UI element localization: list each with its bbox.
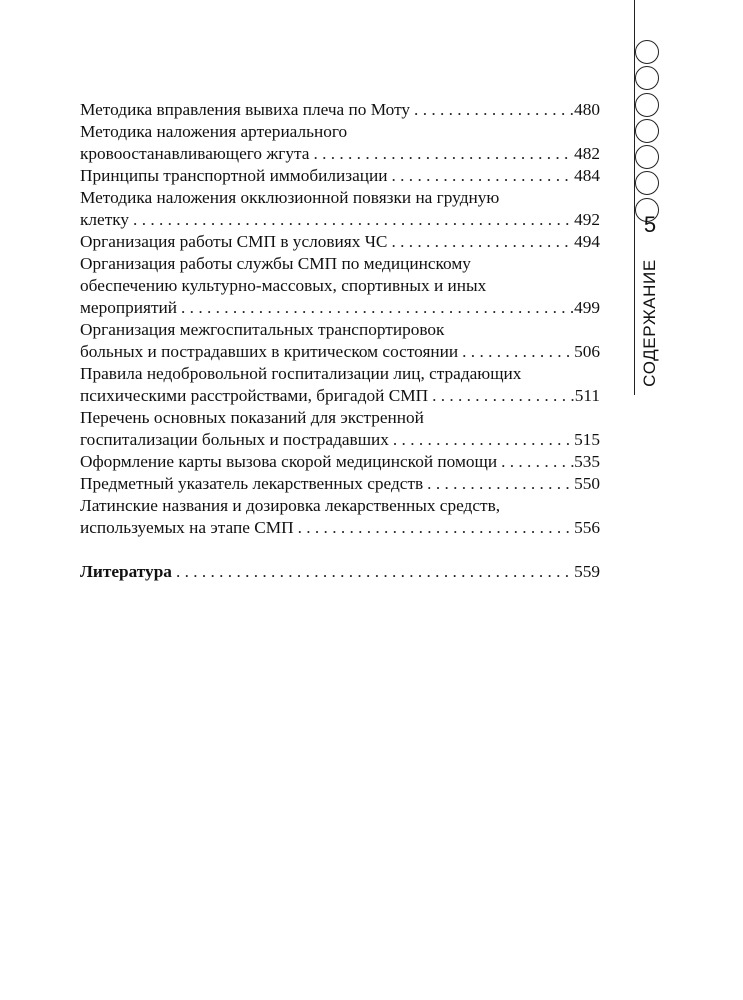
toc-entry-line: Латинские названия и дозировка лекарственных средств, (80, 496, 501, 515)
toc-entry-last-line (80, 385, 600, 407)
toc-entry[interactable] (80, 99, 600, 121)
toc-entry-line: Организация работы службы СМП по медицинскому (80, 254, 471, 273)
toc-entry-last-line (80, 473, 600, 495)
dot-leader (294, 517, 574, 539)
dot-leader (172, 561, 574, 583)
toc-entry-line: Организация межгоспитальных транспортировок (80, 320, 445, 339)
toc-entry-title: Оформление карты вызова скорой медицинской помощи (80, 452, 498, 471)
toc-entry[interactable] (80, 121, 600, 165)
toc-entry-last-line (80, 297, 600, 319)
toc-entry[interactable] (80, 231, 600, 253)
toc-entry[interactable] (80, 451, 600, 473)
toc-entry-title: используемых на этапе СМП (80, 518, 294, 537)
page-number: 5 (643, 212, 657, 237)
toc-entry-title: клетку (80, 210, 130, 229)
toc-entry-page: 535 (574, 452, 600, 471)
toc-entry-page: 515 (574, 430, 600, 449)
toc-spacer (80, 539, 600, 561)
toc-entry-line: Перечень основных показаний для экстренной (80, 408, 424, 427)
toc-entry[interactable] (80, 187, 600, 231)
toc-entry-line: Правила недобровольной госпитализации лиц, страдающих (80, 364, 522, 383)
toc-entry[interactable] (80, 407, 600, 451)
table-of-contents (80, 99, 600, 583)
toc-entry-title: кровоостанавливающего жгута (80, 144, 310, 163)
toc-entry-last-line (80, 561, 600, 583)
section-tab-circles (635, 40, 659, 224)
dot-leader (389, 429, 574, 451)
toc-entry-title: Методика вправления вывиха плеча по Моту (80, 100, 411, 119)
tab-circle (635, 145, 659, 169)
dot-leader (388, 165, 575, 187)
tab-circle (635, 40, 659, 64)
toc-entry-line: Методика наложения окклюзионной повязки на грудную (80, 188, 500, 207)
toc-entry-page: 556 (574, 518, 600, 537)
toc-entry-page: 482 (574, 144, 600, 163)
toc-entry-last-line (80, 143, 600, 165)
toc-entry-page: 550 (574, 474, 600, 493)
section-label: СОДЕРЖАНИЕ (640, 259, 659, 387)
toc-entry-page: 494 (574, 232, 600, 251)
toc-entry-title: Литература (80, 562, 172, 581)
dot-leader (410, 99, 574, 121)
toc-entry-last-line (80, 341, 600, 363)
toc-entry-page: 480 (574, 100, 600, 119)
toc-entry-page: 499 (574, 298, 600, 317)
toc-entry[interactable] (80, 473, 600, 495)
toc-entry-title: психическими расстройствами, бригадой СМП (80, 386, 429, 405)
dot-leader (458, 341, 574, 363)
dot-leader (497, 451, 574, 473)
toc-entry-page: 492 (574, 210, 600, 229)
toc-entry-page: 506 (574, 342, 600, 361)
toc-entry[interactable] (80, 363, 600, 407)
toc-entry-last-line (80, 429, 600, 451)
tab-circle (635, 119, 659, 143)
toc-entry-line: Методика наложения артериального (80, 122, 348, 141)
dot-leader (309, 143, 574, 165)
toc-entry-page: 484 (574, 166, 600, 185)
toc-entry-last-line (80, 517, 600, 539)
toc-entry[interactable] (80, 319, 600, 363)
toc-entry-literature[interactable] (80, 561, 600, 583)
toc-entry-page: 511 (574, 386, 600, 405)
dot-leader (129, 209, 574, 231)
toc-entry-title: Организация работы СМП в условиях ЧС (80, 232, 388, 251)
toc-entry-line: обеспечению культурно-массовых, спортивных и иных (80, 276, 487, 295)
toc-entry[interactable] (80, 495, 600, 539)
toc-entry[interactable] (80, 165, 600, 187)
toc-entry-last-line (80, 165, 600, 187)
dot-leader (387, 231, 574, 253)
toc-entry-title: Предметный указатель лекарственных средств (80, 474, 424, 493)
tab-circle (635, 171, 659, 195)
dot-leader (428, 385, 575, 407)
tab-circle (635, 93, 659, 117)
dot-leader (423, 473, 574, 495)
toc-entry-title: мероприятий (80, 298, 178, 317)
toc-entry-title: больных и пострадавших в критическом состоянии (80, 342, 459, 361)
toc-entry-last-line (80, 209, 600, 231)
toc-entry-last-line (80, 99, 600, 121)
tab-circle (635, 66, 659, 90)
toc-entry-page: 559 (574, 562, 600, 581)
toc-entry-title: госпитализации больных и пострадавших (80, 430, 389, 449)
toc-entry-last-line (80, 231, 600, 253)
dot-leader (177, 297, 574, 319)
toc-entry-title: Принципы транспортной иммобилизации (80, 166, 388, 185)
toc-entry-last-line (80, 451, 600, 473)
toc-entry[interactable] (80, 253, 600, 319)
